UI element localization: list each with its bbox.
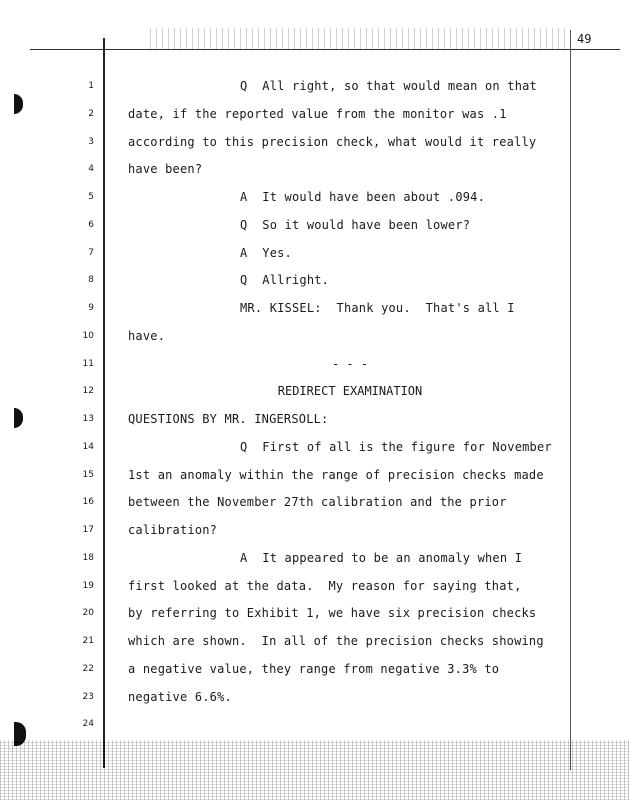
- binder-hole-icon: [14, 94, 23, 114]
- transcript-line: calibration?: [128, 523, 218, 537]
- page-number: 49: [577, 32, 592, 46]
- transcript-line: negative 6.6%.: [128, 689, 232, 704]
- transcript-line: date, if the reported value from the monitor was .1: [128, 106, 507, 121]
- line-number: 4: [88, 164, 94, 175]
- transcript-line: QUESTIONS BY MR. INGERSOLL:: [128, 412, 329, 426]
- top-margin-rule: [30, 49, 620, 50]
- transcript-line: a negative value, they range from negative 3.3% to: [128, 661, 500, 676]
- right-margin-rule: [570, 30, 571, 770]
- line-number: 8: [88, 275, 94, 286]
- transcript-line: Q Allright.: [240, 273, 330, 288]
- line-number: 6: [88, 219, 94, 230]
- transcript-line: by referring to Exhibit 1, we have six precision checks: [128, 606, 537, 621]
- line-number: 14: [82, 441, 94, 452]
- line-number: 10: [82, 330, 94, 341]
- transcript-line: A It would have been about .094.: [240, 190, 486, 204]
- line-number: 19: [82, 580, 94, 591]
- line-number: 11: [82, 358, 94, 369]
- transcript-line: REDIRECT EXAMINATION: [277, 384, 423, 399]
- transcript-line: Q So it would have been lower?: [240, 217, 471, 232]
- line-number: 12: [82, 386, 94, 397]
- binder-hole-icon: [14, 408, 23, 428]
- line-number: 9: [88, 303, 94, 313]
- line-number: 16: [82, 497, 94, 508]
- transcript-line: A Yes.: [240, 245, 292, 260]
- transcript-line: - - -: [331, 356, 369, 371]
- transcript-line: 1st an anomaly within the range of precision checks made: [128, 467, 544, 482]
- transcript-line: A It appeared to be an anomaly when I: [240, 550, 523, 565]
- left-margin-rule: [103, 38, 105, 768]
- transcript-line: Q All right, so that would mean on that: [240, 79, 537, 93]
- transcript-line: which are shown. In all of the precision checks showing: [128, 634, 544, 648]
- transcript-line: according to this precision check, what would it really: [128, 134, 537, 149]
- line-number: 1: [88, 81, 94, 91]
- line-number: 18: [82, 552, 94, 563]
- line-number: 24: [82, 719, 94, 730]
- transcript-line: have.: [128, 328, 166, 343]
- scan-noise-top: [150, 28, 570, 50]
- line-number: 5: [88, 192, 94, 202]
- line-number: 20: [82, 608, 94, 619]
- transcript-line: first looked at the data. My reason for saying that,: [128, 578, 522, 593]
- line-number: 15: [82, 469, 94, 480]
- transcript-line: between the November 27th calibration and the prior: [128, 495, 507, 510]
- transcript-line: Q First of all is the figure for November: [240, 439, 552, 454]
- scan-noise-bottom: [0, 740, 629, 800]
- line-number: 17: [82, 525, 94, 535]
- line-number: 22: [82, 663, 94, 674]
- transcript-line: have been?: [128, 162, 203, 177]
- line-number: 13: [82, 414, 94, 424]
- line-number: 23: [82, 691, 94, 702]
- line-number: 21: [82, 636, 94, 646]
- transcript-line: MR. KISSEL: Thank you. That's all I: [240, 301, 515, 315]
- line-number: 3: [88, 136, 94, 147]
- line-number: 7: [88, 247, 94, 258]
- line-number: 2: [88, 108, 94, 119]
